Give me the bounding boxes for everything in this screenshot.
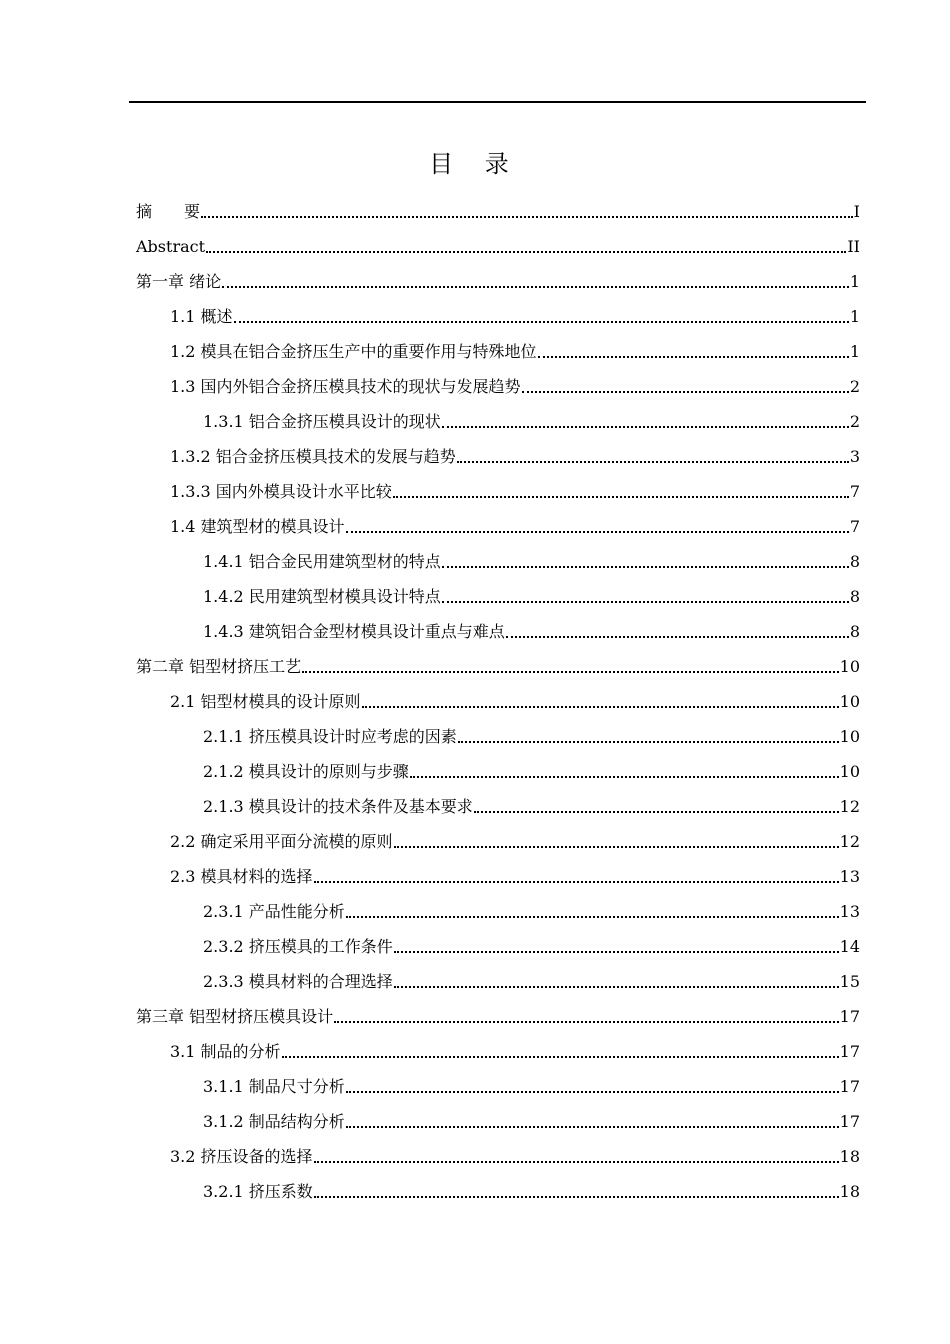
toc-entry[interactable] <box>136 576 860 611</box>
toc-entry[interactable] <box>136 506 860 541</box>
toc-entry[interactable] <box>136 646 860 681</box>
toc-entry-title: 2.1.3 模具设计的技术条件及基本要求 <box>203 797 473 816</box>
toc-page-number: 10 <box>839 762 860 781</box>
toc-page-number: 17 <box>839 1042 860 1061</box>
toc-entry[interactable] <box>136 821 860 856</box>
toc-entry-title: 2.2 确定采用平面分流模的原则 <box>170 832 393 851</box>
toc-entry-title: 1.4 建筑型材的模具设计 <box>170 517 345 536</box>
toc-entry[interactable] <box>136 716 860 751</box>
toc-dot-leader <box>394 951 839 953</box>
toc-entry[interactable] <box>136 751 860 786</box>
toc-entry-title: 2.1 铝型材模具的设计原则 <box>170 692 361 711</box>
toc-page-number: 14 <box>839 937 860 956</box>
toc-entry[interactable] <box>136 296 860 331</box>
toc-page-number: 10 <box>839 692 860 711</box>
toc-entry-title: 摘 要 <box>136 202 201 221</box>
toc-entry[interactable] <box>136 226 860 261</box>
toc-entry-title: 3.1.2 制品结构分析 <box>203 1112 345 1131</box>
toc-entry[interactable] <box>136 1171 860 1206</box>
toc-entry[interactable] <box>136 856 860 891</box>
toc-entry-title: 第二章 铝型材挤压工艺 <box>136 657 302 676</box>
toc-dot-leader <box>394 986 839 988</box>
toc-entry[interactable] <box>136 786 860 821</box>
toc-page-number: 2 <box>849 377 860 396</box>
toc-dot-leader <box>302 671 839 673</box>
toc-entry-title: 1.1 概述 <box>170 307 233 326</box>
toc-page-number: 18 <box>839 1182 860 1201</box>
toc-dot-leader <box>410 776 839 778</box>
toc-dot-leader <box>222 286 849 288</box>
toc-entry[interactable] <box>136 1101 860 1136</box>
toc-page-number: 10 <box>839 727 860 746</box>
toc-entry-title: 2.3.1 产品性能分析 <box>203 902 345 921</box>
toc-entry[interactable] <box>136 331 860 366</box>
toc-page-number: II <box>847 237 860 256</box>
toc-entry-title: 1.3.1 铝合金挤压模具设计的现状 <box>203 412 441 431</box>
toc-page-number: 18 <box>839 1147 860 1166</box>
toc-dot-leader <box>442 426 849 428</box>
toc-page-number: 12 <box>839 832 860 851</box>
toc-dot-leader <box>314 881 839 883</box>
toc-entry-title: 2.1.1 挤压模具设计时应考虑的因素 <box>203 727 457 746</box>
toc-dot-leader <box>457 461 849 463</box>
toc-entry-title: 第一章 绪论 <box>136 272 222 291</box>
toc-page-number: 13 <box>839 867 860 886</box>
toc-entry-title: 第三章 铝型材挤压模具设计 <box>136 1007 334 1026</box>
toc-entry[interactable] <box>136 366 860 401</box>
toc-page-number: 8 <box>849 587 860 606</box>
toc-page-number: I <box>853 202 860 221</box>
toc-entry-title: 3.2 挤压设备的选择 <box>170 1147 313 1166</box>
toc-page-number: 17 <box>839 1077 860 1096</box>
toc-entry[interactable] <box>136 926 860 961</box>
toc-entry[interactable] <box>136 401 860 436</box>
toc-dot-leader <box>442 566 849 568</box>
toc-page-number: 10 <box>839 657 860 676</box>
toc-page-number: 13 <box>839 902 860 921</box>
toc-page-number: 17 <box>839 1112 860 1131</box>
toc-dot-leader <box>334 1021 839 1023</box>
toc-entry[interactable] <box>136 611 860 646</box>
toc-page-number: 7 <box>849 482 860 501</box>
toc-page-number: 3 <box>849 447 860 466</box>
toc-dot-leader <box>346 1126 839 1128</box>
toc-dot-leader <box>362 706 839 708</box>
toc-entry-title: 3.1 制品的分析 <box>170 1042 281 1061</box>
toc-dot-leader <box>201 216 853 218</box>
toc-dot-leader <box>346 1091 839 1093</box>
toc-entry-title: 1.3 国内外铝合金挤压模具技术的现状与发展趋势 <box>170 377 521 396</box>
toc-entry-title: Abstract <box>136 237 206 256</box>
toc-entry[interactable] <box>136 891 860 926</box>
toc-page-number: 8 <box>849 552 860 571</box>
toc-entry[interactable] <box>136 961 860 996</box>
toc-entry-title: 3.2.1 挤压系数 <box>203 1182 313 1201</box>
toc-entry-title: 1.4.1 铝合金民用建筑型材的特点 <box>203 552 441 571</box>
toc-entry[interactable] <box>136 436 860 471</box>
toc-entry-title: 1.3.2 铝合金挤压模具技术的发展与趋势 <box>170 447 456 466</box>
toc-page-number: 1 <box>849 307 860 326</box>
toc-dot-leader <box>234 321 849 323</box>
toc-dot-leader <box>346 916 839 918</box>
toc-dot-leader <box>522 391 849 393</box>
toc-dot-leader <box>314 1196 839 1198</box>
toc-entry[interactable] <box>136 261 860 296</box>
toc-dot-leader <box>393 496 849 498</box>
toc-entry[interactable] <box>136 996 860 1031</box>
toc-page-number: 1 <box>849 342 860 361</box>
toc-dot-leader <box>394 846 839 848</box>
toc-page-number: 12 <box>839 797 860 816</box>
toc-dot-leader <box>314 1161 839 1163</box>
toc-dot-leader <box>458 741 839 743</box>
toc-dot-leader <box>506 636 849 638</box>
toc-dot-leader <box>206 251 846 253</box>
toc-entry[interactable] <box>136 191 860 226</box>
toc-entry-title: 1.2 模具在铝合金挤压生产中的重要作用与特殊地位 <box>170 342 537 361</box>
toc-title: 目 录 <box>429 150 521 178</box>
toc-page-number: 15 <box>839 972 860 991</box>
header-rule <box>129 101 866 103</box>
toc-dot-leader <box>538 356 849 358</box>
toc-dot-leader <box>442 601 849 603</box>
toc-entry[interactable] <box>136 1066 860 1101</box>
toc-page-number: 7 <box>849 517 860 536</box>
toc-entry[interactable] <box>136 1136 860 1171</box>
toc-entry[interactable] <box>136 541 860 576</box>
toc-entry-title: 1.3.3 国内外模具设计水平比较 <box>170 482 392 501</box>
toc-page-number: 8 <box>849 622 860 641</box>
toc-page-number: 2 <box>849 412 860 431</box>
table-of-contents <box>136 191 860 1206</box>
toc-entry[interactable] <box>136 1031 860 1066</box>
toc-page-number: 1 <box>849 272 860 291</box>
toc-entry-title: 2.3 模具材料的选择 <box>170 867 313 886</box>
toc-entry-title: 3.1.1 制品尺寸分析 <box>203 1077 345 1096</box>
toc-entry-title: 1.4.3 建筑铝合金型材模具设计重点与难点 <box>203 622 505 641</box>
toc-entry[interactable] <box>136 681 860 716</box>
toc-entry-title: 2.3.2 挤压模具的工作条件 <box>203 937 393 956</box>
toc-dot-leader <box>474 811 839 813</box>
toc-page-number: 17 <box>839 1007 860 1026</box>
toc-dot-leader <box>346 531 849 533</box>
toc-entry-title: 2.1.2 模具设计的原则与步骤 <box>203 762 409 781</box>
toc-entry[interactable] <box>136 471 860 506</box>
toc-dot-leader <box>282 1056 839 1058</box>
toc-entry-title: 1.4.2 民用建筑型材模具设计特点 <box>203 587 441 606</box>
toc-entry-title: 2.3.3 模具材料的合理选择 <box>203 972 393 991</box>
